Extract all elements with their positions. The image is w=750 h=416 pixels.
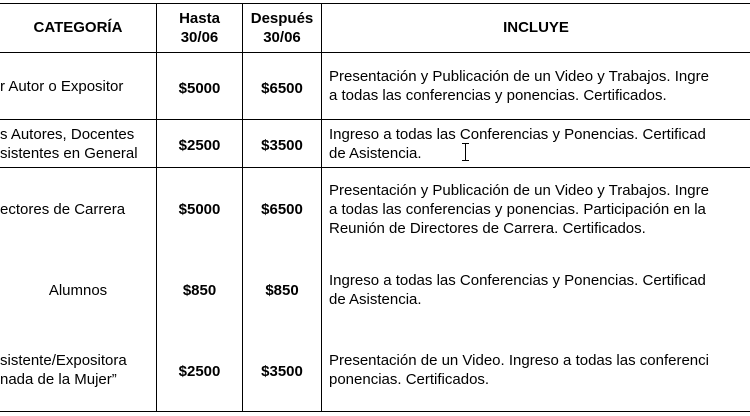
table-row-2-hasta: $2500 [178, 137, 221, 154]
table-row-3-despues: $6500 [261, 201, 303, 218]
table-row-2-incluye-line1: Ingreso a todas las Conferencias y Ponencias. Certificad [329, 126, 706, 143]
table-row-5-incluye-line2: ponencias. Certificados. [329, 371, 490, 388]
categoria-line: r Autor o Expositor [0, 78, 124, 95]
row-divider [0, 52, 750, 53]
header-incluye: INCLUYE [503, 19, 569, 36]
table-row-3-hasta: $5000 [178, 201, 221, 218]
row-divider [0, 411, 750, 412]
table-row-5-despues: $3500 [261, 363, 303, 380]
table-row-4-incluye-line2: de Asistencia. [329, 291, 422, 308]
table-row-1-hasta: $5000 [178, 80, 221, 97]
table-row-2-incluye-line2: de Asistencia. [329, 145, 422, 162]
table-row-3-categoria: ectores de Carrera [0, 201, 126, 218]
table-row-2-categoria-line1: s Autores, Docentes [0, 126, 135, 143]
row-divider [0, 119, 750, 120]
table-row-2-despues: $3500 [261, 137, 303, 154]
table-row-4-incluye-line1: Ingreso a todas las Conferencias y Ponencias. Certificad [329, 272, 706, 289]
row-divider [0, 3, 750, 4]
table-row-3-incluye-line2: a todas las conferencias y ponencias. Participación en la [329, 201, 706, 218]
table-row-5-incluye-line1: Presentación de un Video. Ingreso a todas las conferenci [329, 352, 709, 369]
header-hasta-line2: 30/06 [180, 29, 219, 46]
header-despues-line2: 30/06 [263, 29, 301, 46]
table-row-2-categoria-line2: sistentes en General [0, 145, 138, 162]
table-row-1-despues: $6500 [261, 80, 303, 97]
header-despues-line1: Después [250, 10, 314, 27]
table-row-3-incluye-line3: Reunión de Directores de Carrera. Certificados. [329, 220, 646, 237]
table-row-1-categoria [0, 77, 123, 96]
table-row-5-categoria-line2: nada de la Mujer” [0, 371, 117, 388]
header-hasta-line1: Hasta [179, 10, 220, 27]
table-row-1-incluye-line2: a todas las conferencias y ponencias. Certificados. [329, 87, 667, 104]
text-cursor-icon [462, 143, 470, 161]
table-row-5-categoria-line1: sistente/Expositora [0, 352, 127, 369]
column-divider [321, 3, 322, 411]
table-row-3-incluye-line1: Presentación y Publicación de un Video y Trabajos. Ingre [329, 182, 709, 199]
table-row-4-despues: $850 [265, 282, 299, 299]
row-divider [0, 167, 750, 168]
table-row-5-hasta: $2500 [178, 363, 221, 380]
table-row-4-hasta: $850 [182, 282, 217, 299]
table-row-1-incluye-line1: Presentación y Publicación de un Video y Trabajos. Ingre [329, 68, 709, 85]
header-categoria: CATEGORÍA [33, 19, 123, 36]
table-row-4-categoria: Alumnos [48, 282, 108, 299]
